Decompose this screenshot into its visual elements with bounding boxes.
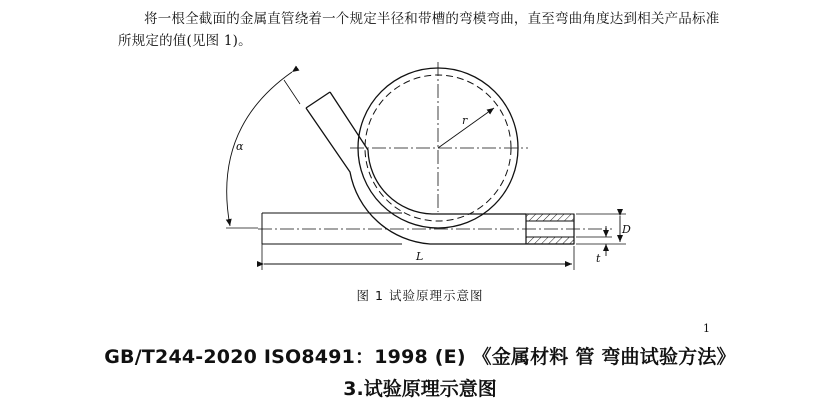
radius-label: r <box>462 114 468 127</box>
tube-wall-top-hatch <box>526 214 574 221</box>
paragraph-line-2: 所规定的值(见图 1)。 <box>118 33 252 49</box>
angle-ext-line <box>284 80 300 104</box>
tube-wall-bottom-hatch <box>526 237 574 244</box>
length-label: L <box>416 250 424 263</box>
figure-caption: 图 1 试验原理示意图 <box>356 288 484 303</box>
standard-title: GB/T244-2020 ISO8491：1998 (E) 《金属材料 管 弯曲试验方法》 <box>104 346 736 368</box>
paragraph-line-1: 将一根全截面的金属直管绕着一个规定半径和带槽的弯模弯曲，直至弯曲角度达到相关产品标准 <box>144 11 720 27</box>
section-title: 3.试验原理示意图 <box>343 378 497 400</box>
page-number: 1 <box>703 322 710 335</box>
diameter-label: D <box>622 223 631 236</box>
bent-tube-end-cap <box>306 92 330 108</box>
thickness-label: t <box>596 252 601 265</box>
bent-tube-inner-wall <box>330 92 526 214</box>
alpha-label: α <box>236 140 244 153</box>
bent-tube-outer-wall <box>306 108 574 244</box>
